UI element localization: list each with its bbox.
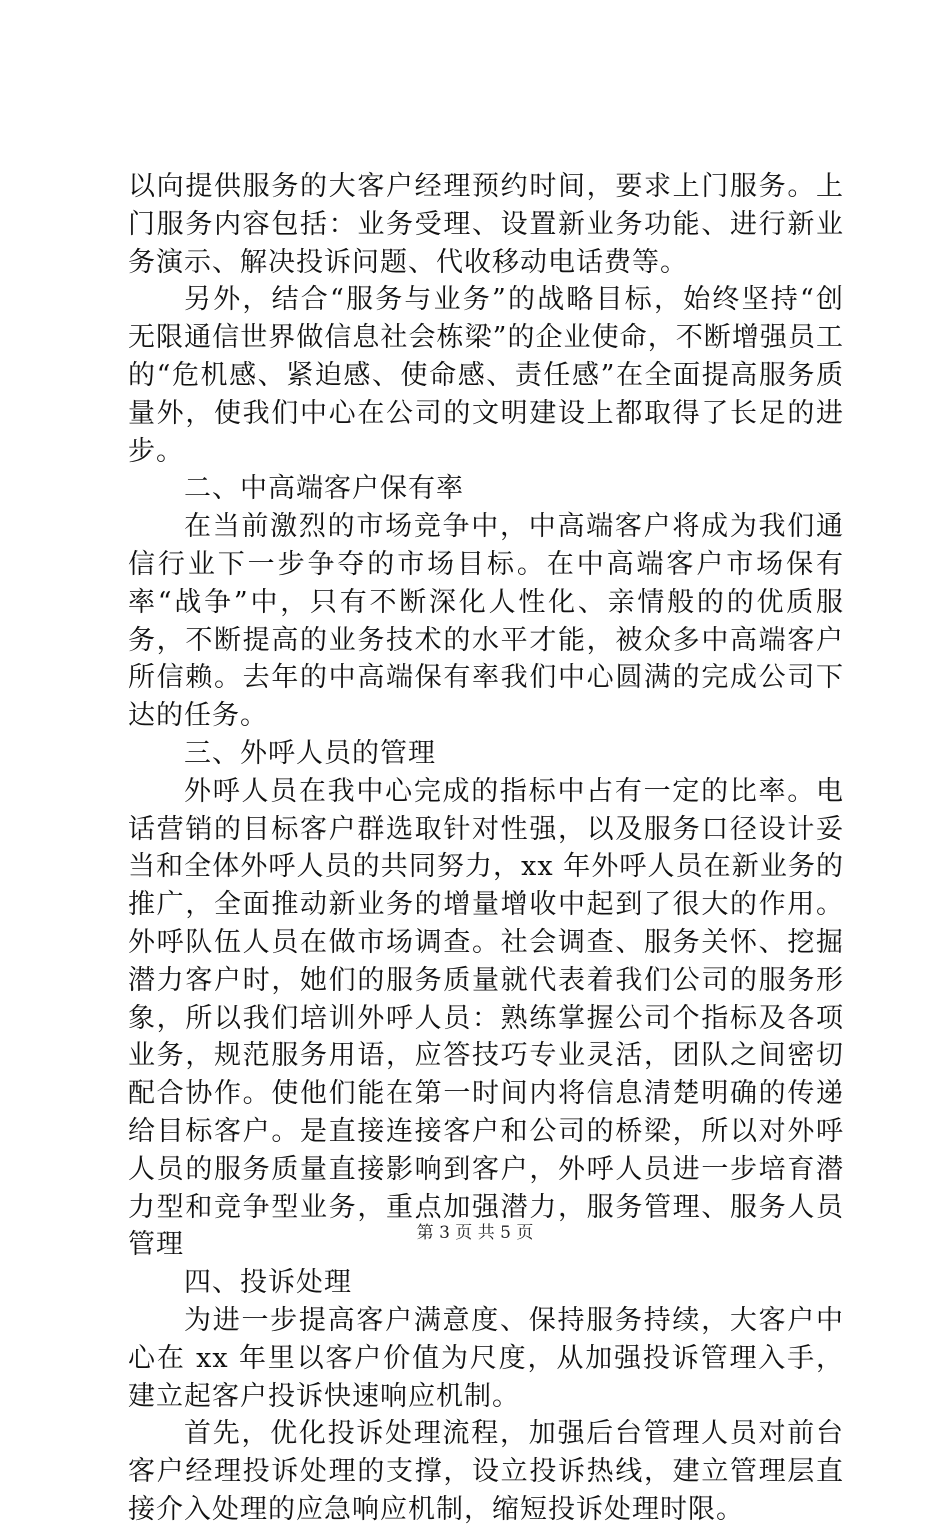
page-footer: 第 3 页 共 5 页 — [416, 1223, 534, 1243]
document-body — [128, 168, 844, 1529]
paragraph-6: 首先，优化投诉处理流程，加强后台管理人员对前台客户经理投诉处理的支撑，设立投诉热线，建立管理层直接介入处理的应急响应机制，缩短投诉处理时限。 — [128, 1418, 844, 1525]
section-heading-3: 三、外呼人员的管理 — [184, 737, 436, 769]
paragraph-5: 为进一步提高客户满意度、保持服务持续，大客户中心在 xx 年里以客户价值为尺度，从加强投诉管理入手，建立起客户投诉快速响应机制。 — [128, 1304, 844, 1412]
paragraph-3: 在当前激烈的市场竞争中，中高端客户将成为我们通信行业下一步争夺的市场目标。在中高端客户市场保有率“战争”中，只有不断深化人性化、亲情般的的优质服务，不断提高的业务技术的水平才能，被众多中高端客户所信赖。去年的中高端保有率我们中心圆满的完成公司下达的任务。 — [128, 511, 844, 732]
paragraph-1: 以向提供服务的大客户经理预约时间，要求上门服务。上门服务内容包括：业务受理、设置新业务功能、进行新业务演示、解决投诉问题、代收移动电话费等。 — [128, 171, 844, 278]
paragraph-4: 外呼人员在我中心完成的指标中占有一定的比率。电话营销的目标客户群选取针对性强，以及服务口径设计妥当和全体外呼人员的共同努力，xx 年外呼人员在新业务的推广，全面推动新业务的增量增收中起到了很大的作用。外呼队伍人员在做市场调查。社会调查、服务关怀、挖掘潜力客户时，她们的服务质量就代表着我们公司的服务形象，所以我们培训外呼人员：熟练掌握公司个指标及各项业务，规范服务用语，应答技巧专业灵活，团队之间密切配合协作。使他们能在第一时间内将信息清楚明确的传递给目标客户。是直接连接客户和公司的桥梁，所以对外呼人员的服务质量直接影响到客户，外呼人员进一步培育潜力型和竞争型业务，重点加强潜力，服务管理、服务人员管理 — [128, 775, 844, 1261]
section-heading-2: 二、中高端客户保有率 — [184, 473, 464, 505]
section-heading-4: 四、投诉处理 — [184, 1267, 352, 1299]
paragraph-2: 另外，结合“服务与业务”的战略目标，始终坚持“创无限通信世界做信息社会栋梁”的企业使命，不断增强员工的“危机感、紧迫感、使命感、责任感”在全面提高服务质量外，使我们中心在公司的文明建设上都取得了长足的进步。 — [128, 284, 844, 467]
